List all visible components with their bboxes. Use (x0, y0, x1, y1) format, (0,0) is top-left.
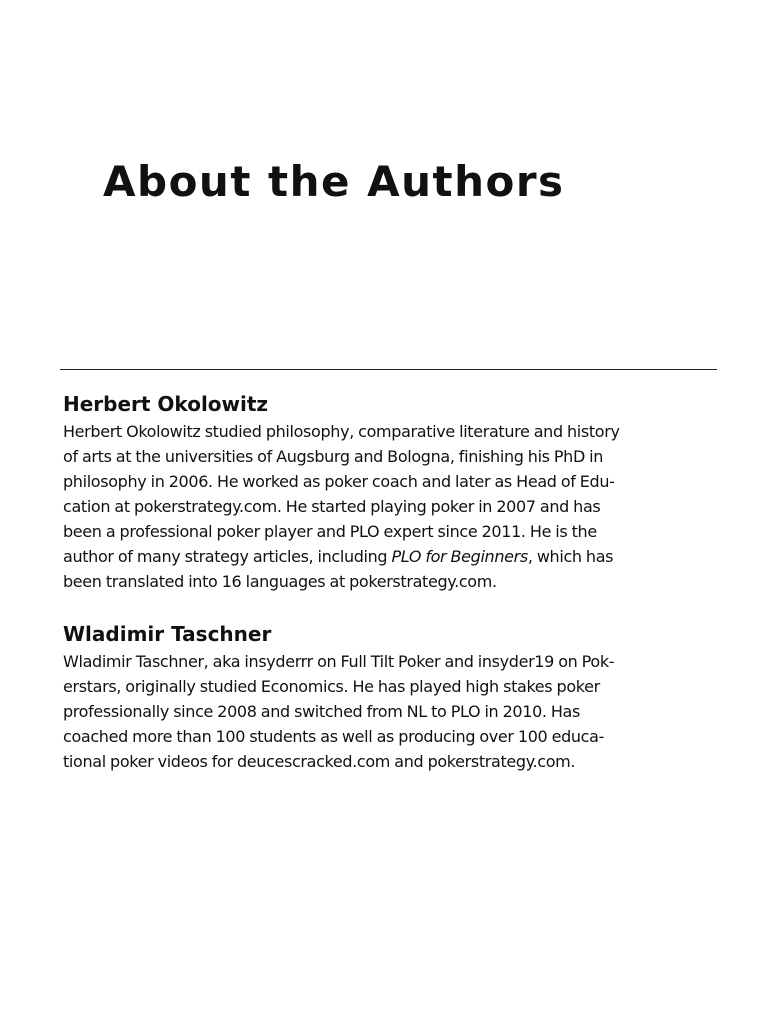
author-section-herbert-okolowitz (63, 389, 723, 594)
author-section-wladimir-taschner (63, 619, 723, 774)
bio-line: Herbert Okolowitz studied philosophy, comparative literature and history (63, 422, 620, 441)
section-divider (60, 369, 717, 370)
author-name: Wladimir Taschner (63, 622, 272, 646)
page-title: About the Authors (103, 157, 565, 206)
author-bio (63, 649, 723, 774)
bio-line-with-book-title (63, 544, 723, 569)
bio-line: tional poker videos for deucescracked.com and pokerstrategy.com. (63, 752, 576, 771)
bio-line: cation at pokerstrategy.com. He started playing poker in 2007 and has (63, 497, 601, 516)
bio-line: coached more than 100 students as well as producing over 100 educa- (63, 727, 605, 746)
bio-line: professionally since 2008 and switched from NL to PLO in 2010. Has (63, 702, 580, 721)
bio-line: philosophy in 2006. He worked as poker coach and later as Head of Edu- (63, 472, 615, 491)
book-title: PLO for Beginners (391, 547, 528, 566)
author-bio (63, 419, 723, 594)
bio-text: , which has (527, 547, 614, 566)
author-name: Herbert Okolowitz (63, 392, 269, 416)
bio-line: of arts at the universities of Augsburg and Bologna, finishing his PhD in (63, 447, 604, 466)
bio-line: erstars, originally studied Economics. He has played high stakes poker (63, 677, 600, 696)
bio-line: Wladimir Taschner, aka insyderrr on Full Tilt Poker and insyder19 on Pok- (63, 652, 615, 671)
bio-text: author of many strategy articles, including (63, 547, 392, 566)
bio-line: been a professional poker player and PLO expert since 2011. He is the (63, 522, 597, 541)
bio-line: been translated into 16 languages at pokerstrategy.com. (63, 572, 497, 591)
